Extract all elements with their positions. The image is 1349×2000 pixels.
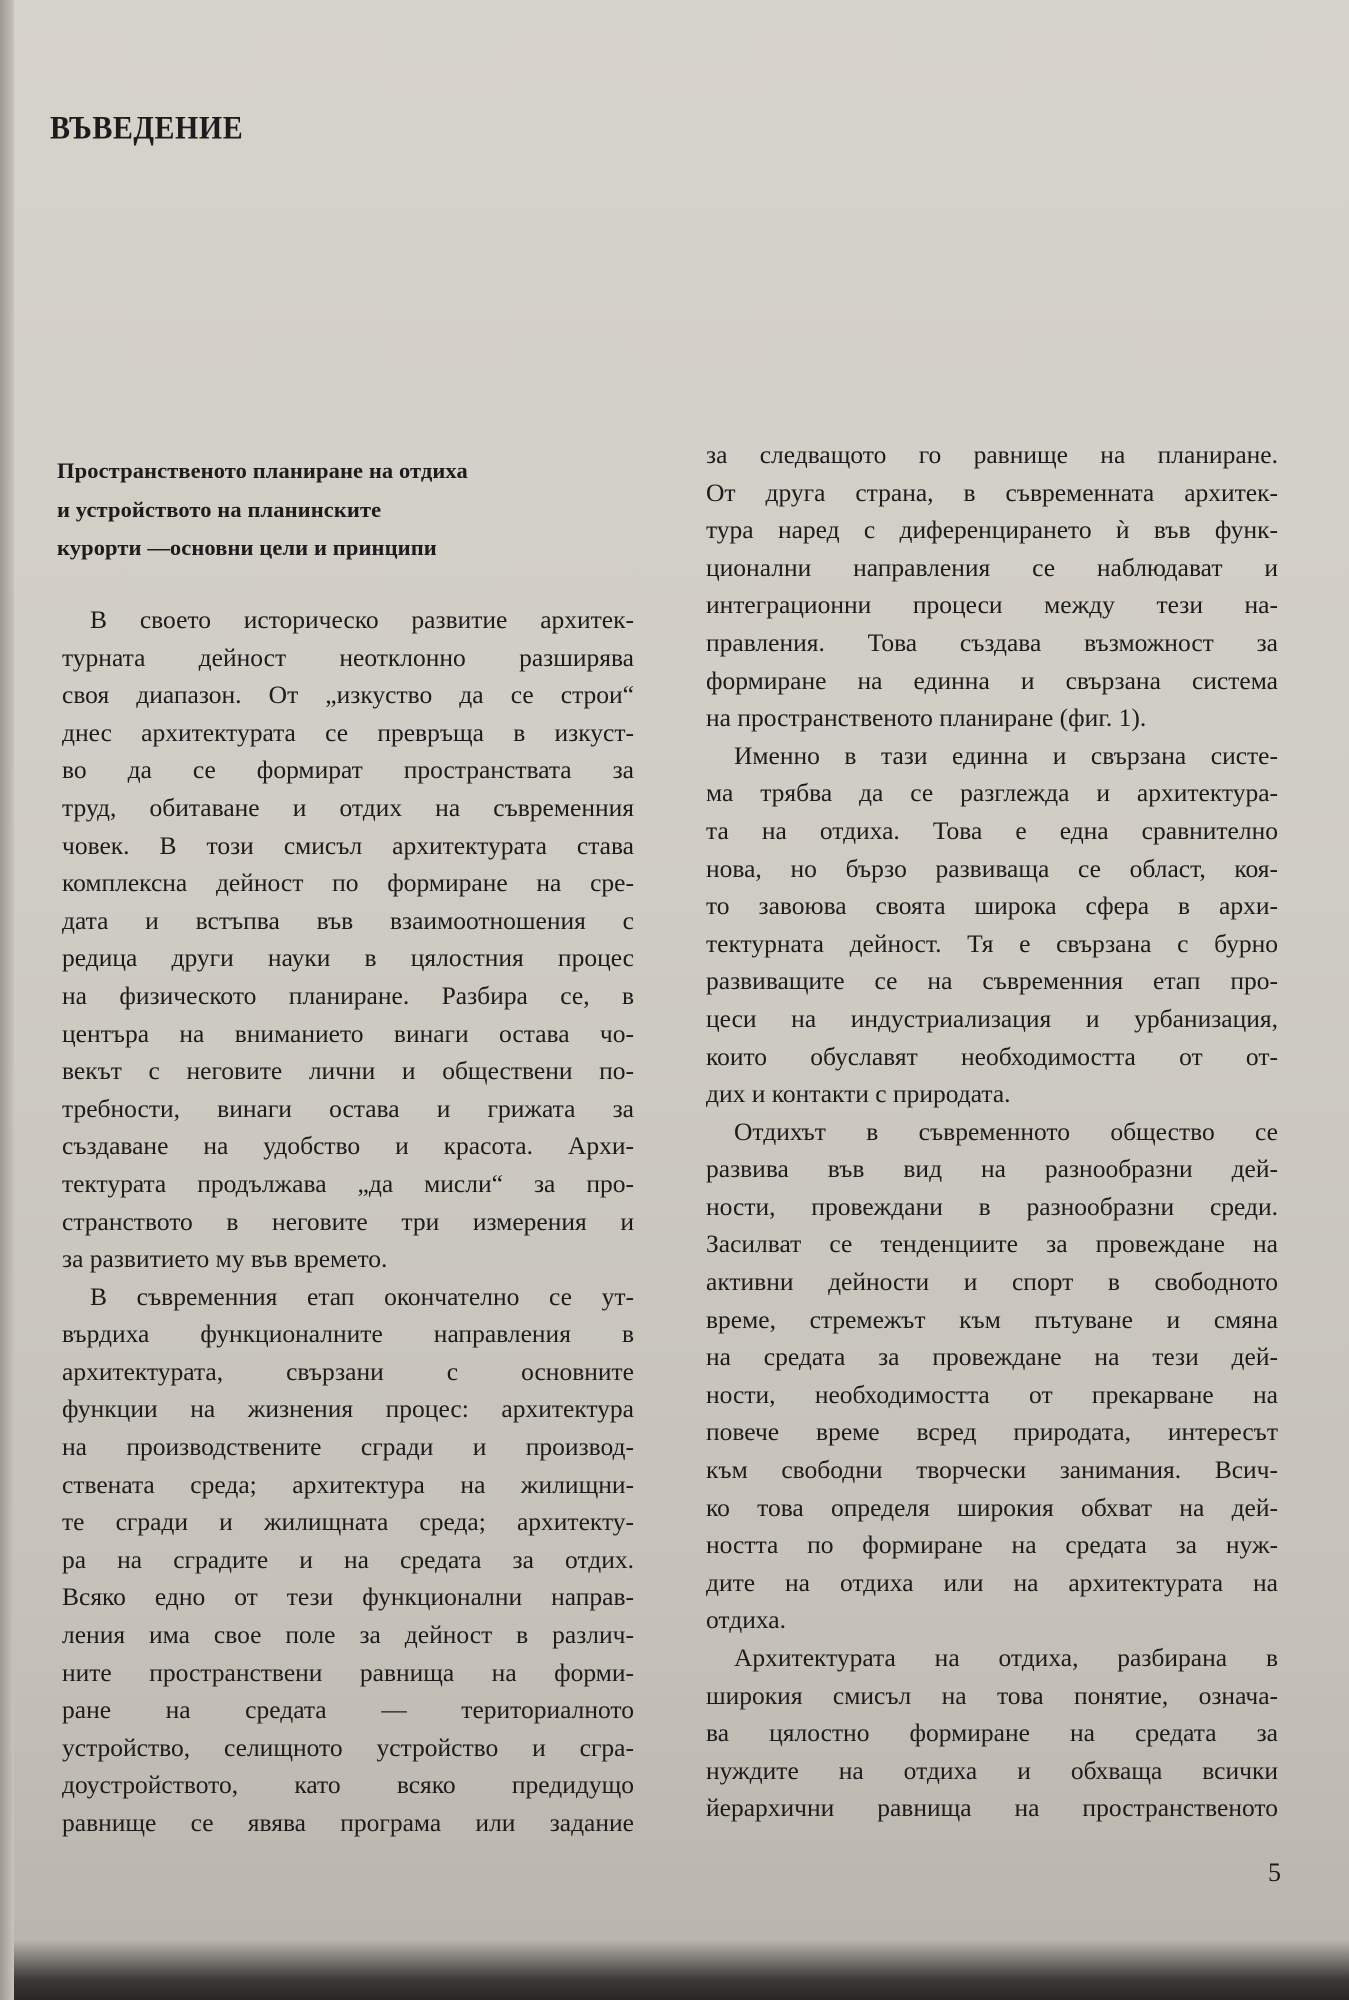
text-line: ко това определя широкия обхват на дей- bbox=[706, 1492, 1278, 1522]
text-line: създаване на удобство и красота. Архи- bbox=[62, 1131, 634, 1161]
text-line: Архитектурата на отдиха, разбирана в bbox=[734, 1643, 1278, 1672]
text-line: В съвременния етап окончателно се ут- bbox=[90, 1281, 634, 1311]
text-line: йерархични равнища на пространственото bbox=[706, 1793, 1278, 1823]
left-text-column bbox=[62, 601, 634, 1842]
chapter-title: ВЪВЕДЕНИЕ bbox=[50, 110, 244, 147]
text-line: човек. В този смисъл архитектурата става bbox=[62, 830, 634, 860]
text-line: те сгради и жилищната среда; архитекту- bbox=[62, 1507, 634, 1537]
text-line: на производствените сгради и производ- bbox=[62, 1432, 634, 1462]
text-line: Всяко едно от тези функционални направ- bbox=[62, 1582, 634, 1612]
paragraph bbox=[62, 601, 634, 1278]
text-line: Отдихът в съвременното общество се bbox=[734, 1116, 1278, 1146]
text-line: време, стремежът към пътуване и смяна bbox=[706, 1304, 1278, 1334]
text-line: развива във вид на разнообразни дей- bbox=[706, 1154, 1278, 1184]
text-line: комплексна дейност по формиране на сре- bbox=[62, 868, 634, 898]
text-line: повече време всред природата, интересът bbox=[706, 1417, 1278, 1447]
text-line: функции на жизнения процес: архитектура bbox=[62, 1394, 634, 1424]
text-line: архитектурата, свързани с основните bbox=[62, 1356, 634, 1386]
text-line: своя диапазон. От „изкуство да се строи“ bbox=[62, 680, 634, 710]
text-line: ционални направления се наблюдават и bbox=[706, 552, 1278, 582]
text-line: отдиха. bbox=[706, 1605, 786, 1635]
text-line: доустройството, като всяко предидущо bbox=[62, 1770, 634, 1800]
text-line: на физическото планиране. Разбира се, в bbox=[62, 980, 634, 1010]
text-line: на пространственото планиране (фиг. 1). bbox=[706, 703, 1147, 733]
text-line: во да се формират пространствата за bbox=[62, 755, 634, 785]
text-line: нуждите на отдиха и обхваща всички bbox=[706, 1755, 1278, 1785]
page-number: 5 bbox=[1268, 1858, 1281, 1887]
text-line: ра на сградите и на средата за отдих. bbox=[62, 1544, 634, 1574]
text-line: интеграционни процеси между тези на- bbox=[706, 590, 1278, 620]
section-heading-line: курорти —основни цели и принципи bbox=[57, 535, 437, 560]
text-line: ва цялостно формиране на средата за bbox=[706, 1718, 1278, 1748]
text-line: В своето историческо развитие архитек- bbox=[90, 605, 634, 634]
text-line: ности, провеждани в разнообразни среди. bbox=[706, 1191, 1278, 1221]
text-line: та на отдиха. Това е една сравнително bbox=[706, 815, 1278, 845]
text-line: ления има свое поле за дейност в различ- bbox=[62, 1620, 634, 1650]
section-heading-line: и устройството на планинските bbox=[57, 496, 382, 522]
text-line: дите на отдиха или на архитектурата на bbox=[706, 1567, 1278, 1597]
text-line: активни дейности и спорт в свободното bbox=[706, 1267, 1278, 1297]
text-line: ността по формиране на средата за нуж- bbox=[706, 1530, 1278, 1560]
text-line: ствената среда; архитектура на жилищни- bbox=[62, 1469, 634, 1499]
text-line: векът с неговите лични и обществени по- bbox=[62, 1056, 634, 1086]
text-line: върдиха функционалните направления в bbox=[62, 1319, 634, 1349]
paragraph bbox=[706, 1639, 1278, 1827]
paragraph bbox=[706, 436, 1278, 737]
text-line: устройство, селищното устройство и сгра- bbox=[62, 1732, 634, 1762]
page-edge-shadow bbox=[0, 0, 14, 2000]
text-line: дата и встъпва във взаимоотношения с bbox=[62, 905, 634, 935]
text-line: то завоюва своята широка сфера в архи- bbox=[706, 891, 1278, 921]
section-heading bbox=[57, 452, 617, 568]
text-line: Засилват се тенденциите за провеждане на bbox=[706, 1229, 1278, 1259]
paragraph bbox=[706, 737, 1278, 1113]
right-text-column bbox=[706, 436, 1278, 1827]
text-line: тектурната дейност. Тя е свързана с бурно bbox=[706, 928, 1278, 958]
text-line: центъра на вниманието винаги остава чо- bbox=[62, 1018, 634, 1048]
text-line: ране на средата — териториалното bbox=[62, 1695, 634, 1725]
text-line: ма трябва да се разглежда и архитектура- bbox=[706, 778, 1278, 808]
text-line: формиране на единна и свързана система bbox=[706, 665, 1278, 695]
text-line: тура наред с диференцирането ѝ във функ- bbox=[706, 515, 1278, 545]
text-line: странството в неговите три измерения и bbox=[62, 1206, 634, 1236]
text-line: широкия смисъл на това понятие, означа- bbox=[706, 1680, 1278, 1710]
text-line: за развитието му във времето. bbox=[62, 1244, 388, 1274]
paragraph bbox=[62, 1278, 634, 1842]
text-line: цеси на индустриализация и урбанизация, bbox=[706, 1003, 1278, 1033]
text-line: развиващите се на съвременния етап про- bbox=[706, 966, 1278, 996]
text-line: на средата за провеждане на тези дей- bbox=[706, 1342, 1278, 1372]
text-line: ните пространствени равнища на форми- bbox=[62, 1657, 634, 1687]
section-heading-line: Пространственото планиране на отдиха bbox=[57, 458, 468, 483]
text-line: равнище се явява програма или задание bbox=[62, 1808, 634, 1837]
text-line: към свободни творчески занимания. Всич- bbox=[706, 1455, 1278, 1485]
text-line: които обуславят необходимостта от от- bbox=[706, 1041, 1278, 1071]
text-line: днес архитектурата се превръща в изкуст- bbox=[62, 717, 634, 747]
text-line: От друга страна, в съвременната архитек- bbox=[706, 477, 1278, 507]
text-line: турната дейност неотклонно разширява bbox=[62, 642, 634, 672]
text-line: требности, винаги остава и грижата за bbox=[62, 1093, 634, 1123]
paragraph bbox=[706, 1113, 1278, 1639]
text-line: труд, обитаване и отдих на съвременния bbox=[62, 792, 634, 822]
text-line: ности, необходимостта от прекарване на bbox=[706, 1379, 1278, 1409]
text-line: редица други науки в цялостния процес bbox=[62, 943, 634, 973]
text-line: дих и контакти с природата. bbox=[706, 1079, 1011, 1109]
text-line: Именно в тази единна и свързана систе- bbox=[734, 740, 1278, 770]
text-line: правления. Това създава възможност за bbox=[706, 627, 1278, 657]
text-line: нова, но бързо развиваща се област, коя- bbox=[706, 853, 1278, 883]
text-line: тектурата продължава „да мисли“ за про- bbox=[62, 1168, 634, 1198]
text-line: за следващото го равнище на планиране. bbox=[706, 440, 1278, 469]
